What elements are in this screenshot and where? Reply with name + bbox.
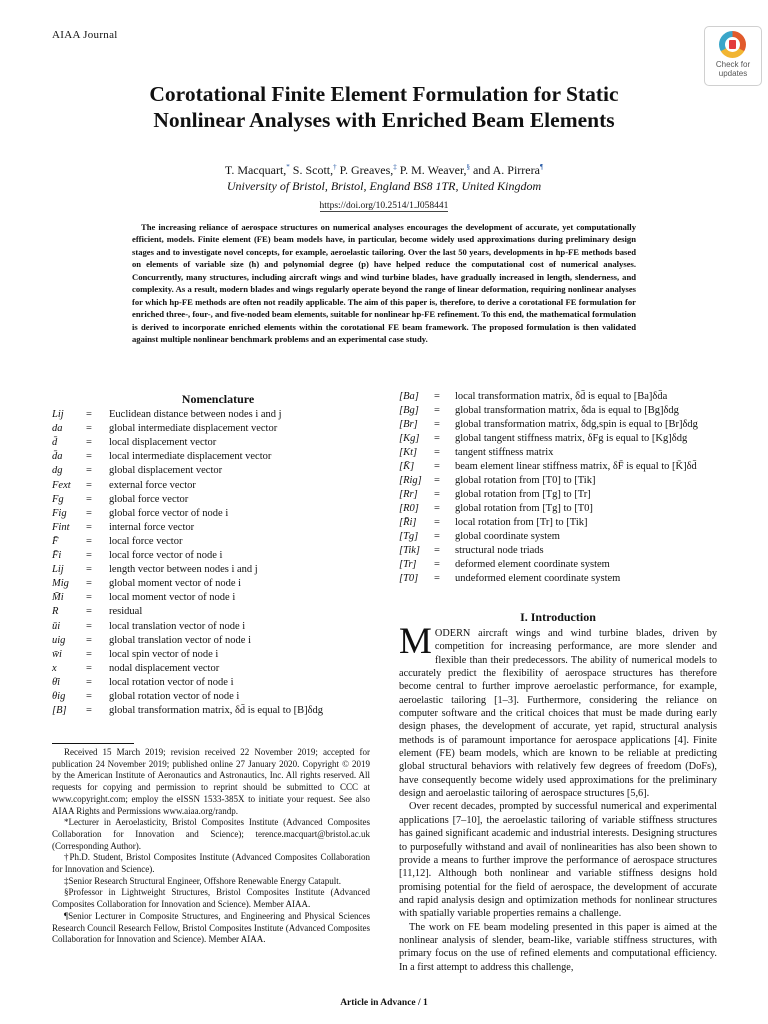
equals-sign: = [434, 475, 440, 486]
nomenclature-symbol: Fig [52, 507, 67, 519]
equals-sign: = [86, 634, 92, 646]
author-name: P. Greaves, [336, 163, 394, 177]
nomenclature-symbol: d̄a [52, 451, 63, 463]
author-name: S. Scott, [289, 163, 334, 177]
equals-sign: = [86, 592, 92, 604]
nomenclature-symbol: [Tr] [399, 559, 417, 570]
title-line-2: Nonlinear Analyses with Enriched Beam Elements [153, 108, 615, 132]
intro-paragraph: Over recent decades, prompted by successful numerical and experimental applications [7–10], the aeroelastic tailoring of variable stiffness structures has gained significant academic and industrial interests. Designing structures to purposefully withstand and avail of nonlinearities has also been shown to provide a means to further improve the performance of aerospace structures [11,12]. Although both nonlinear and variable stiffness designs hold promising potential for the field of aerospace, the development of accurate and rapid analysis design and optimization methods for nonlinear structures with spatially variable properties remains a challenge. [399, 801, 717, 920]
author-note: §Professor in Lightweight Structures, Bristol Composites Institute (Advanced Composites Collaboration for Innovation and Science). Member AIAA. [52, 887, 370, 910]
equals-sign: = [86, 662, 92, 674]
equals-sign: = [434, 461, 440, 472]
nomenclature-definition: external force vector [109, 479, 196, 491]
nomenclature-symbol: [Kt] [399, 447, 418, 458]
equals-sign: = [434, 517, 440, 528]
nomenclature-symbol: [Br] [399, 419, 418, 430]
check-for-updates-badge[interactable] [704, 26, 762, 86]
nomenclature-heading: Nomenclature [181, 392, 255, 406]
nomenclature-symbol: [Kg] [399, 433, 420, 444]
equals-sign: = [86, 521, 92, 533]
equals-sign: = [86, 620, 92, 632]
nomenclature-symbol: x [52, 662, 57, 674]
nomenclature-definition: local translation vector of node i [109, 620, 246, 632]
nomenclature-definition: local intermediate displacement vector [109, 451, 272, 463]
equals-sign: = [434, 559, 440, 570]
equals-sign: = [86, 606, 92, 618]
equals-sign: = [434, 489, 440, 500]
equals-sign: = [86, 648, 92, 660]
author-note: *Lecturer in Aeroelasticity, Bristol Composites Institute (Advanced Composites Collaboration for Innovation and Science); terence.macquart@bristol.ac.uk (Corresponding Author). [52, 817, 370, 851]
nomenclature-definition: local rotation vector of node i [109, 676, 234, 688]
intro-paragraph [399, 621, 717, 800]
nomenclature-symbol: Lij [52, 564, 64, 576]
nomenclature-symbol: Lij [52, 409, 64, 420]
nomenclature-symbol: F̄i [52, 550, 62, 561]
badge-line-1: Check for [715, 60, 751, 69]
title-line-1: Corotational Finite Element Formulation for Static [149, 82, 619, 106]
intro-lead-word: ODERN [434, 628, 471, 639]
nomenclature-symbol: [Bg] [399, 405, 419, 416]
nomenclature-symbol: d̄ [52, 437, 58, 449]
nomenclature-definition: tangent stiffness matrix [455, 447, 554, 458]
introduction-heading: I. Introduction [520, 610, 596, 624]
intro-paragraph-text: aircraft wings and wind turbine blades, driven by competition for increasing performance, are more slender and flexible than their predecessors. The ability of numerical models to accurately predict the flexibility of aerospace structures has therefore become central to further improve aeroelastic performance, for example, aeroelastic tailoring [1–3]. Furthermore, considering the reliance on computer software and the critical choices that must be made during early design phases, the development of accurate, yet rapid, structural analysis methods is of paramount importance for aerospace applications [4]. Finite element (FE) beam models, which are known to be reliable at predicting global structural behaviors with relatively few degrees of freedom (DoFs), have consequently become widely used approximations for the preliminary design and aeroelastic tailoring of aerospace structures [5,6]. [399, 628, 717, 800]
nomenclature-definition: global intermediate displacement vector [109, 423, 278, 435]
equals-sign: = [434, 419, 440, 430]
nomenclature-symbol: ūi [52, 620, 61, 632]
nomenclature-definition: global force vector [109, 493, 189, 505]
nomenclature-symbol: Fint [52, 521, 70, 533]
equals-sign: = [434, 405, 440, 416]
equals-sign: = [434, 545, 440, 556]
nomenclature-definition: local displacement vector [109, 437, 217, 449]
author-note: ‡Senior Research Structural Engineer, Offshore Renewable Energy Catapult. [64, 875, 341, 886]
nomenclature-definition: global transformation matrix, δd̄ is equal to [B]δdg [109, 705, 324, 717]
affiliation: University of Bristol, Bristol, England BS8 1TR, United Kingdom [226, 179, 542, 193]
nomenclature-symbol: w̄i [52, 648, 62, 660]
nomenclature-definition: local spin vector of node i [109, 648, 219, 660]
equals-sign: = [86, 550, 92, 561]
nomenclature-definition: local force vector of node i [109, 550, 223, 561]
equals-sign: = [434, 447, 440, 458]
nomenclature-symbol: θig [52, 691, 66, 702]
author-name: T. Macquart, [224, 163, 287, 177]
nomenclature-symbol: Fg [52, 493, 64, 505]
equals-sign: = [86, 479, 92, 491]
nomenclature-definition: global transformation matrix, δdg,spin is equal to [Br]δdg [455, 419, 698, 430]
author-footnote-link[interactable]: § [466, 163, 470, 171]
author-list [0, 163, 768, 178]
nomenclature-symbol: uig [52, 634, 66, 646]
equals-sign: = [86, 676, 92, 688]
nomenclature-definition: global force vector of node i [109, 507, 229, 519]
paper-title [60, 81, 708, 133]
page-footer: Article in Advance / 1 [340, 998, 428, 1008]
nomenclature-definition: residual [109, 606, 143, 618]
introduction-body [399, 621, 717, 974]
nomenclature-definition: global moment vector of node i [109, 578, 242, 590]
badge-line-2: updates [718, 68, 748, 78]
equals-sign: = [86, 705, 92, 717]
equals-sign: = [434, 433, 440, 444]
nomenclature-definition: global displacement vector [109, 465, 223, 477]
equals-sign: = [434, 391, 440, 402]
nomenclature-symbol: [R0] [399, 503, 419, 514]
equals-sign: = [86, 451, 92, 463]
author-footnote-link[interactable]: * [286, 163, 290, 171]
nomenclature-symbol: [Rig] [399, 475, 422, 486]
nomenclature-definition: undeformed element coordinate system [455, 573, 621, 584]
nomenclature-definition: global rotation vector of node i [109, 691, 240, 702]
nomenclature-symbol: [Tg] [399, 531, 419, 542]
nomenclature-symbol: da [52, 423, 63, 435]
nomenclature-definition: global translation vector of node i [109, 634, 252, 646]
equals-sign: = [86, 578, 92, 590]
nomenclature-symbol: Mig [52, 578, 69, 590]
nomenclature-symbol: [Tik] [399, 545, 421, 556]
nomenclature-symbol: Fext [52, 479, 71, 491]
nomenclature-definition: local transformation matrix, δd̄ is equal to [Ba]δd̄a [455, 391, 668, 402]
nomenclature-definition: deformed element coordinate system [455, 559, 610, 570]
nomenclature-symbol: F̄ [52, 535, 59, 547]
equals-sign: = [86, 409, 92, 420]
equals-sign: = [86, 564, 92, 576]
abstract: The increasing reliance of aerospace structures on numerical analyses encourages the development of accurate, yet computationally efficient, models. Finite element (FE) beam models have, in particular, become widely used approximations during preliminary design stages and to investigate novel concepts, for example, aeroelastic tailoring. Over the last 50 years, developments in hp-FE methods based on elements of variable size (h) and polynomial degree (p) have helped reduce the computational cost of numerical analyses. Concurrently, many structures, including aircraft wings and wind turbine blades, have gradually increased in length, slenderness, and complexity. As a result, modern blades and wings regularly operate beyond the range of linear deformation, requiring nonlinear analyses for which hp-FE methods are often not readily applicable. The aim of this paper is, therefore, to derive a corotational FE formulation for enriched three-, four-, and five-noded beam elements, suitable for nonlinear hp-FE refinement. To this end, the mathematical formulation is derived to incorporate enriched elements within the corotational FE beam framework. The proposed formulation is then validated against multiple nonlinear benchmark problems and an experimental case study. [132, 222, 636, 345]
nomenclature-symbol: M̄i [52, 592, 64, 604]
crossmark-icon [719, 31, 746, 58]
nomenclature-symbol: θ̄i [52, 676, 61, 688]
nomenclature-definition: structural node triads [455, 545, 544, 556]
nomenclature-definition: local moment vector of node i [109, 592, 236, 604]
equals-sign: = [434, 503, 440, 514]
received-note: Received 15 March 2019; revision received 22 November 2019; accepted for publication 24 November 2019; published online 27 January 2020. Copyright © 2019 by the American Institute of Aeronautics and Astronautics, Inc. All rights reserved. All requests for copying and permission to reprint should be submitted to CCC at www.copyright.com; employ the eISSN 1533-385X to initiate your request. See also AIAA Rights and Permissions www.aiaa.org/randp. [52, 747, 370, 816]
nomenclature-definition: global rotation from [Tg] to [T0] [455, 503, 593, 514]
nomenclature-symbol: [Rr] [399, 489, 418, 500]
author-footnote-link[interactable]: ¶ [539, 163, 544, 171]
author-name: P. M. Weaver, [396, 163, 467, 177]
journal-name: AIAA Journal [52, 29, 118, 41]
nomenclature-symbol: [T0] [399, 573, 419, 584]
author-note: ¶Senior Lecturer in Composite Structures, and Engineering and Physical Sciences Research Council Research Fellow, Bristol Composites Institute (Advanced Composites Collaboration for Innovation and Science). Member AIAA. [52, 910, 370, 945]
nomenclature-symbol: [Ba] [399, 391, 419, 402]
equals-sign: = [86, 465, 92, 477]
nomenclature-symbol: R [52, 606, 59, 618]
nomenclature-definition: Euclidean distance between nodes i and j [109, 409, 282, 420]
equals-sign: = [86, 507, 92, 519]
nomenclature-definition: beam element linear stiffness matrix, δF̄ is equal to [K̄]δd̄ [455, 461, 697, 472]
nomenclature-definition: global coordinate system [455, 531, 560, 542]
nomenclature-definition: internal force vector [109, 521, 195, 533]
equals-sign: = [86, 423, 92, 435]
author-note: †Ph.D. Student, Bristol Composites Institute (Advanced Composites Collaboration for Innovation and Science). [52, 852, 370, 875]
nomenclature-definition: global transformation matrix, δda is equal to [Bg]δdg [455, 405, 679, 416]
nomenclature-symbol: [R̄i] [399, 517, 417, 528]
drop-cap: M [399, 621, 432, 662]
nomenclature-definition: local force vector [109, 535, 183, 547]
equals-sign: = [434, 573, 440, 584]
nomenclature-definition: length vector between nodes i and j [109, 564, 258, 576]
nomenclature-definition: global tangent stiffness matrix, δFg is equal to [Kg]δdg [455, 433, 688, 444]
nomenclature-definition: global rotation from [Tg] to [Tr] [455, 489, 591, 500]
nomenclature-symbol: [K̄] [399, 461, 415, 472]
equals-sign: = [86, 691, 92, 702]
intro-paragraph: The work on FE beam modeling presented in this paper is aimed at the nonlinear analysis of slender, beam-like, variable stiffness structures, with primary focus on the use of refined elements and computational efficiency. In a first attempt to address this challenge, [399, 921, 717, 973]
author-footnote-link[interactable]: † [333, 163, 337, 171]
nomenclature-definition: local rotation from [Tr] to [Tik] [455, 517, 588, 528]
equals-sign: = [434, 531, 440, 542]
doi-link[interactable]: https://doi.org/10.2514/1.J058441 [319, 201, 449, 211]
author-name: and A. Pirrera [469, 163, 540, 177]
nomenclature-symbol: dg [52, 465, 63, 477]
footnote-rule [52, 743, 134, 744]
nomenclature-definition: nodal displacement vector [109, 662, 220, 674]
nomenclature-definition: global rotation from [T0] to [Tik] [455, 475, 596, 486]
equals-sign: = [86, 493, 92, 505]
equals-sign: = [86, 535, 92, 547]
nomenclature-symbol: [B] [52, 705, 67, 717]
footnotes [52, 747, 370, 946]
equals-sign: = [86, 437, 92, 449]
author-footnote-link[interactable]: ‡ [393, 163, 397, 171]
